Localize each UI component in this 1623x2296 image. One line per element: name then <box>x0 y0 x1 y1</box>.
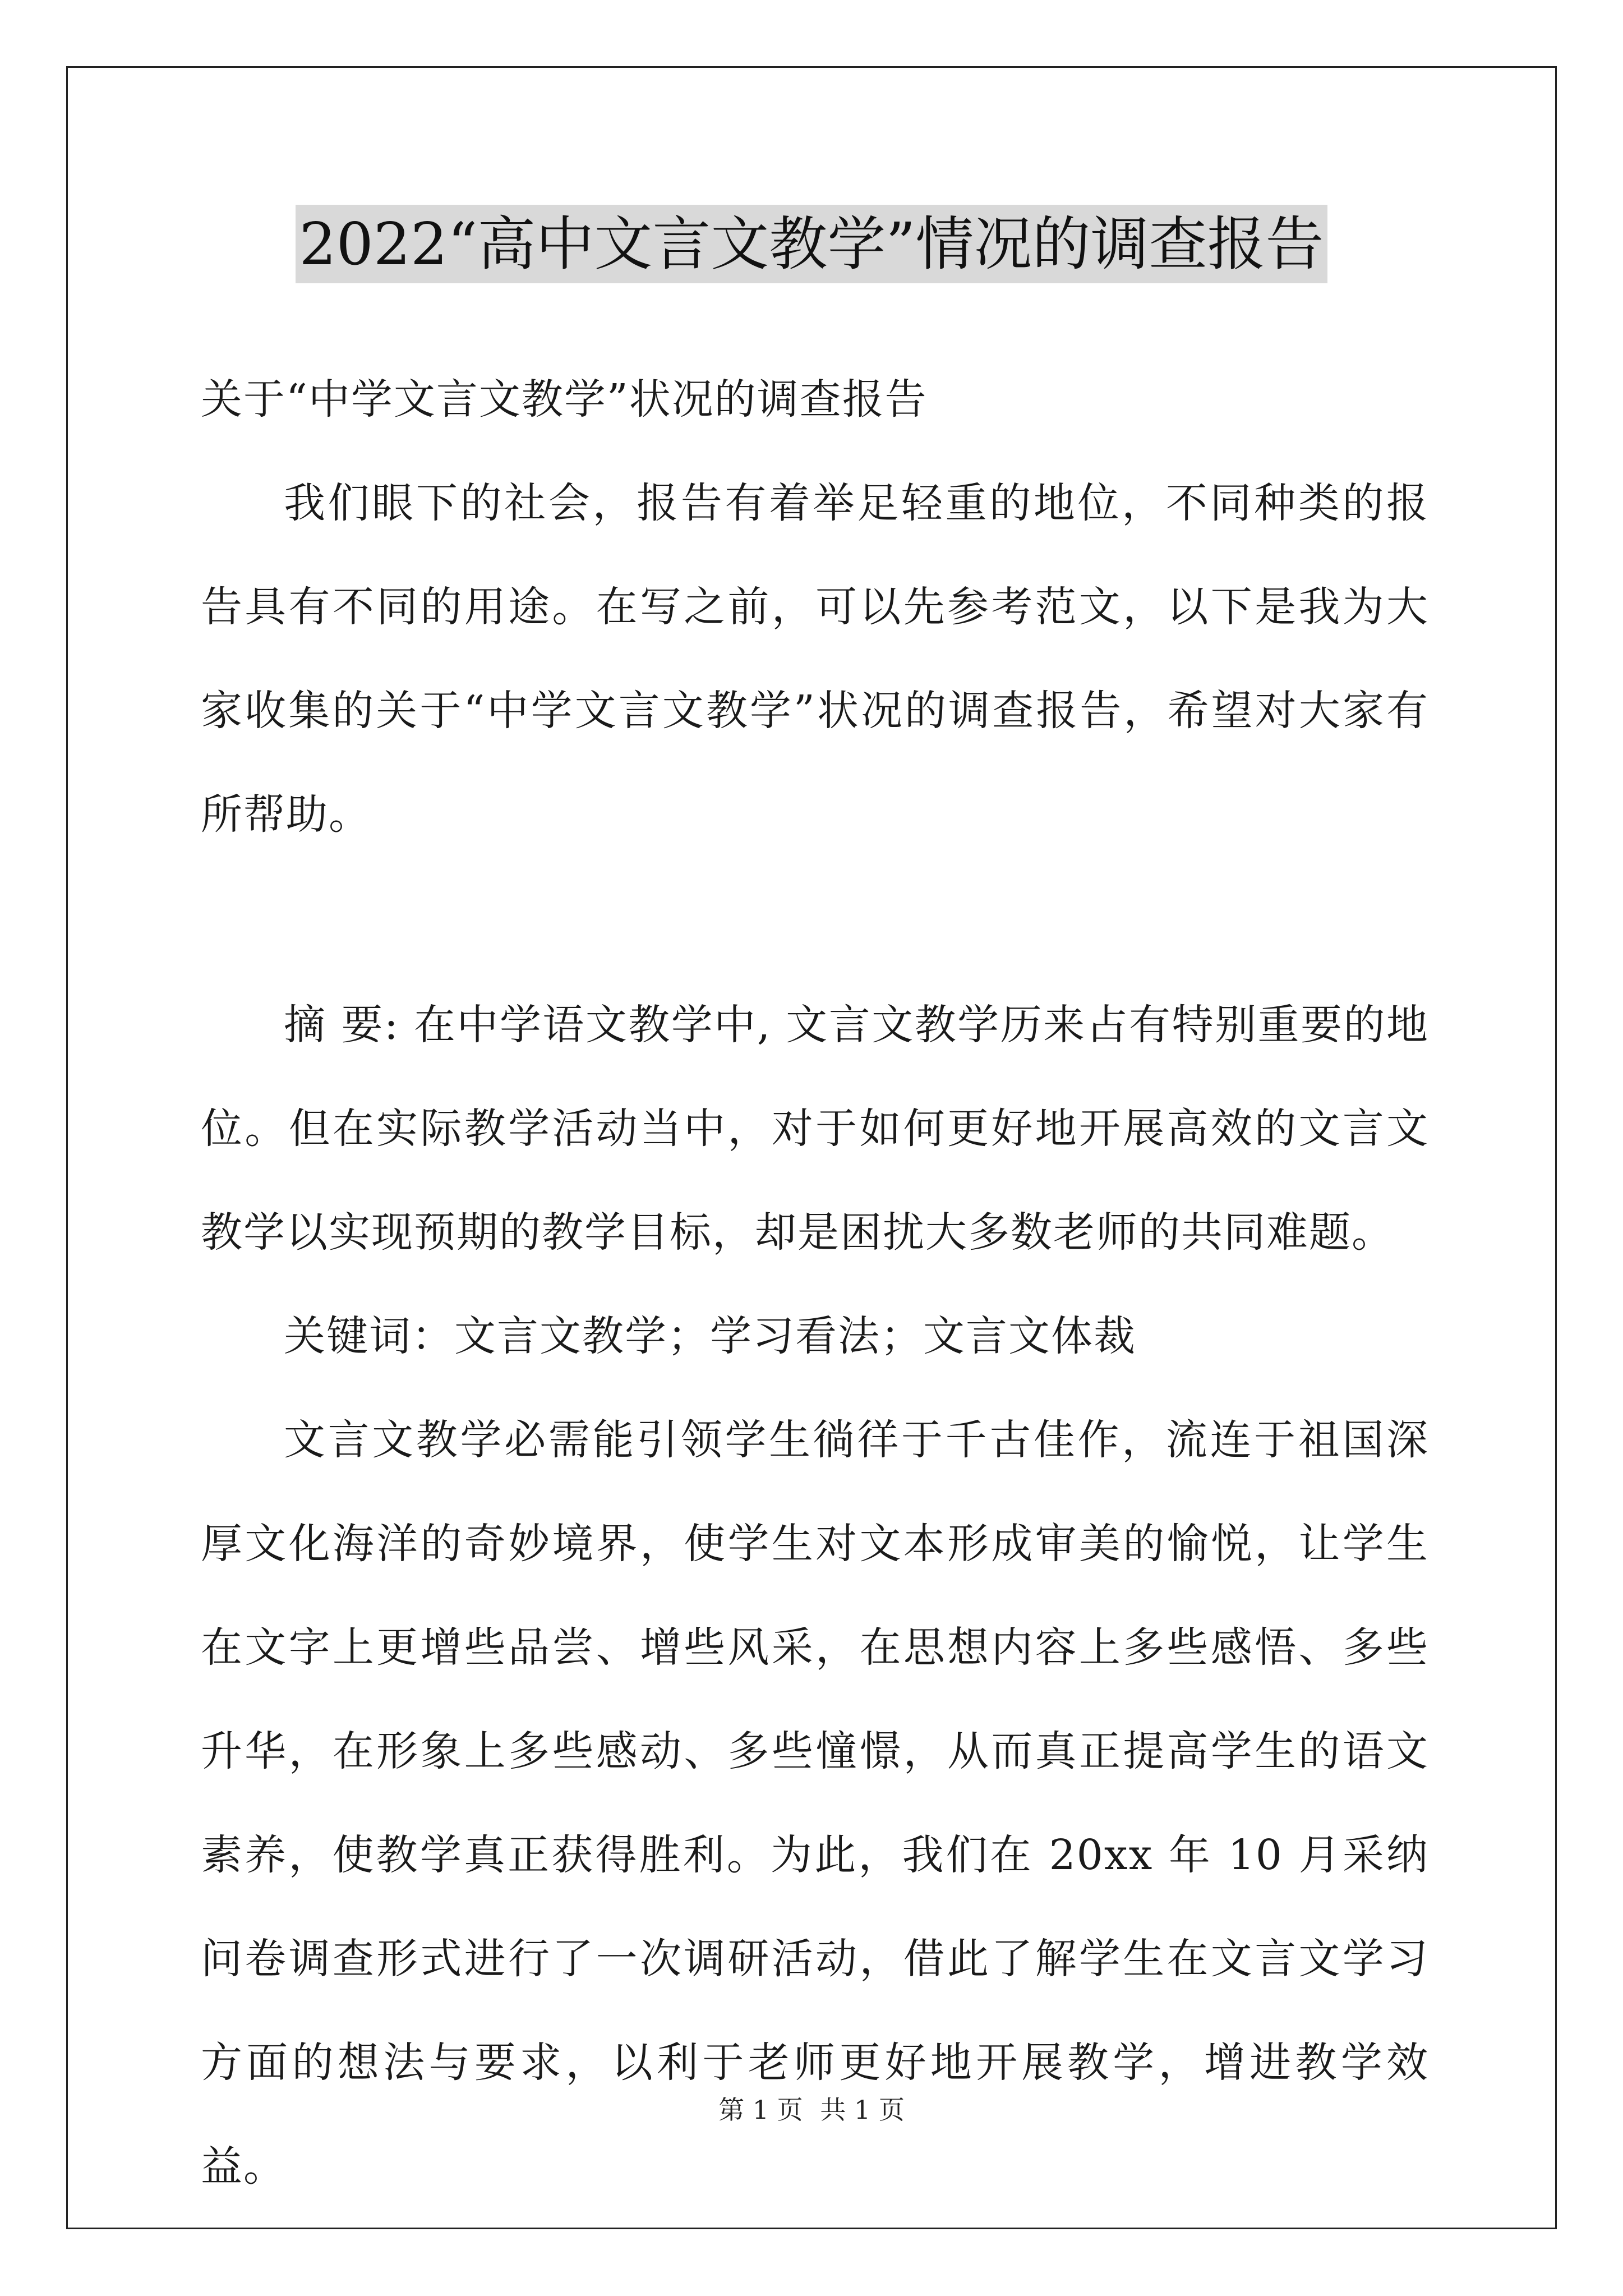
keywords-paragraph: 关键词：文言文教学；学习看法；文言文体裁 <box>284 1312 1136 1360</box>
page-footer <box>0 2090 1623 2127</box>
page-number: 第 1 页 <box>718 2095 803 2125</box>
intro-paragraph: 我们眼下的社会，报告有着举足轻重的地位，不同种类的报告具有不同的用途。在写之前，可以先参考范文，以下是我为大家收集的关于“中学文言文教学”状况的调查报告，希望对大家有所帮助。 <box>201 479 1429 839</box>
paragraph-gap <box>201 867 1429 973</box>
page-total: 共 1 页 <box>820 2095 905 2125</box>
document-body <box>201 348 1429 2219</box>
body-paragraph: 文言文教学必需能引领学生徜徉于千古佳作，流连于祖国深厚文化海洋的奇妙境界，使学生对文本形成审美的愉悦，让学生在文字上更增些品尝、增些风采，在思想内容上多些感悟、多些升华，在形象上多些感动、多些憧憬，从而真正提高学生的语文素养，使教学真正获得胜利。为此，我们在 20xx 年 10 月采纳问卷调查形式进行了一次调研活动，借此了解学生在文言文学习方面的想法与要求，以利于老师更好地开展教学，增进教学效益。 <box>201 1416 1429 2191</box>
title-container <box>0 205 1623 283</box>
document-title: 2022“高中文言文教学”情况的调查报告 <box>296 205 1327 283</box>
document-subtitle: 关于“中学文言文教学”状况的调查报告 <box>201 375 928 424</box>
abstract-paragraph: 摘 要: 在中学语文教学中, 文言文教学历来占有特别重要的地位。但在实际教学活动当中，对于如何更好地开展高效的文言文教学以实现预期的教学目标，却是困扰大多数老师的共同难题。 <box>201 1001 1429 1257</box>
